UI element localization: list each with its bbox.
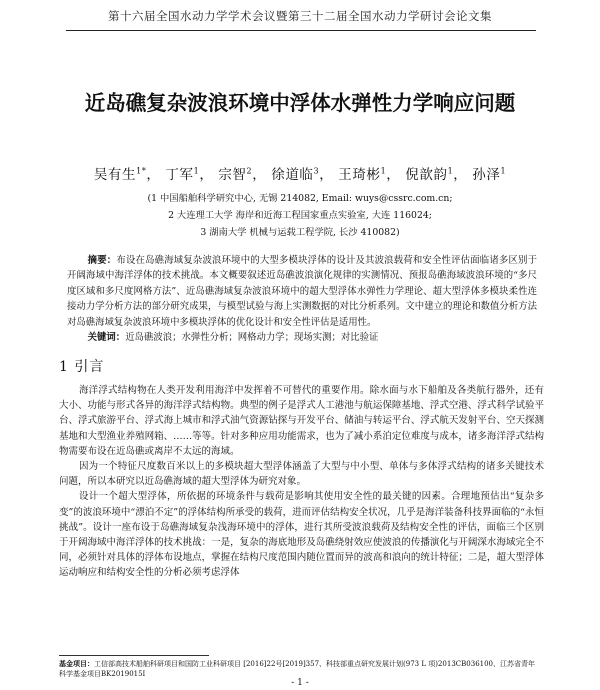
author-name: 王琦彬 xyxy=(338,167,381,183)
author-affiliation-mark: 1 xyxy=(380,166,387,176)
author-list: 吴有生$^{1*}$， 丁军$^1$， 宗智$^2$， 徐道临$^3$， 王琦彬$^1$， 倪歆韵$^1$， 孙泽$^1$ xyxy=(93,166,507,183)
author-affiliation-mark: 1* xyxy=(136,166,147,176)
running-header: 第十六届全国水动力学学术会议暨第三十二届全国水动力学研讨会论文集 xyxy=(108,9,492,23)
paper-title: 近岛礁复杂波浪环境中浮体水弹性力学响应问题 xyxy=(84,91,516,115)
author-affiliation-mark: 1 xyxy=(193,166,200,176)
footnote-rule xyxy=(59,655,209,656)
affiliation-line: (1 中国船舶科学研究中心, 无锡 214082, Email: wuys@cssrc.com.cn; xyxy=(147,193,453,204)
author-name: 吴有生 xyxy=(93,167,137,183)
affiliation-line: 3 湖南大学 机械与运载工程学院, 长沙 410082) xyxy=(200,227,400,238)
author-affiliation-mark: 2 xyxy=(246,166,253,176)
author-name: 孙泽 xyxy=(472,167,501,183)
keywords-label: 关键词： xyxy=(87,332,126,344)
keywords-text: 近岛礁波浪；水弹性分析；网格动力学；现场实测；对比验证 xyxy=(125,332,379,344)
affiliations xyxy=(80,190,520,241)
footnote-text: 工信部高技术船舶科研项目和国防工业科研项目 [2016]22号[2019]357、科技部重点研究发展计划(973 L 项)2013CB036100、江苏省青年科学基金项目BK2019015I xyxy=(59,660,536,678)
body-paragraph: 海洋浮式结构物在人类开发利用海洋中发挥着不可替代的重要作用。除水面与水下船舶及各类航行器外，还有大小、功能与形式各异的海洋浮式结构物。典型的例子是浮式人工港池与航运保障基地、浮式空港、浮式科学试验平台、浮式旅游平台、浮式海上城市和浮式油气资源钻探与开发平台、储油与转运平台、浮式航天发射平台、空天探测基地和大型渔业养殖网箱、……等等。针对多种应用功能需求，也为了减小系泊定位难度与成本，诸多海洋浮式结构物需要布设在近岛礁或离岸不太远的海域。 xyxy=(59,385,544,457)
body-paragraph: 设计一个超大型浮体，所依据的环境条件与载荷是影响其使用安全性的最关键的因素。合理地预估出“复杂多变”的波浪环境中“漂泊不定”的浮体结构所承受的载荷，进而评估结构安全状况，几乎是海洋装备科技界面临的“永恒挑战”。设计一座布设于岛礁海域复杂浅海环境中的浮体，进行其所受波浪载荷及结构安全性的评估，面临三个区别于开阔海域中海洋浮体的技术挑战：一是，复杂的海底地形及岛礁绕射效应使波浪的传播演化与开阔深水海域完全不同，必须针对具体的浮体布设地点，掌握在结构尺度范围内随位置而异的波高和浪向的统计特征；二是，超大型浮体运动响应和结构安全性的分析必须考虑浮体 xyxy=(59,491,544,579)
author-name: 宗智 xyxy=(218,167,247,183)
abstract-text: 布设在岛礁海域复杂波浪环境中的大型多模块浮体的设计及其波浪载荷和安全性评估面临诸多区别于开阔海域中海洋浮体的技术挑战。本文概要叙述近岛礁波浪演化规律的实测情况、预报岛礁海域波浪环境的“多尺度区域和多尺度网格方法”、近岛礁海域复杂波浪环境中的超大型浮体水弹性力学理论、超大型浮体多模块柔性连接动力学分析方法的部分研究成果，与模型试验与海上实测数据的对比分析系列。文中建立的理论和数值分析方法对岛礁海域复杂波浪环境中多模块浮体的优化设计和安全性评估是适用性。 xyxy=(67,255,537,328)
abstract xyxy=(67,253,537,345)
affiliation-line: 2 大连理工大学 海岸和近海工程国家重点实验室, 大连 116024; xyxy=(168,210,432,221)
section-heading: 1 引言 xyxy=(59,359,105,375)
header-rule xyxy=(66,30,536,31)
author-affiliation-mark: 1 xyxy=(500,166,507,176)
page-number: - 1 - xyxy=(291,678,309,688)
author-name: 倪歆韵 xyxy=(405,167,448,183)
body-paragraph: 因为一个特征尺度数百米以上的多模块超大型浮体涵盖了大型与中小型、单体与多体浮式结构的诸多关键技术问题，所以本研究以近岛礁海域的超大型浮体为研究对象。 xyxy=(59,461,544,488)
footnote-label: 基金项目： xyxy=(59,659,94,668)
body-text xyxy=(59,383,544,581)
funding-footnote xyxy=(59,659,539,679)
author-affiliation-mark: 3 xyxy=(313,166,320,176)
author-name: 徐道临 xyxy=(271,167,314,183)
author-name: 丁军 xyxy=(165,167,194,183)
author-affiliation-mark: 1 xyxy=(447,166,454,176)
abstract-label: 摘要： xyxy=(87,255,117,266)
